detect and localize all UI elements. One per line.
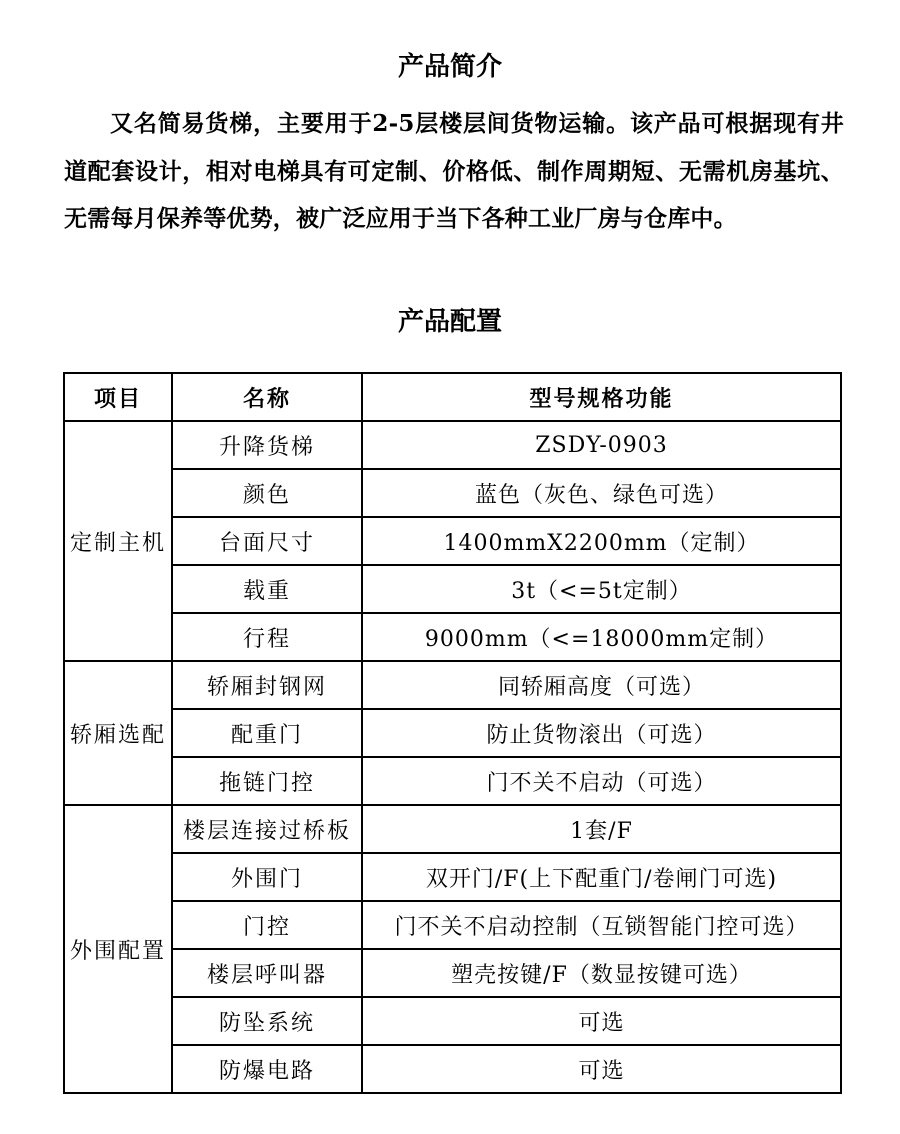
table-row [64,805,841,853]
spec-cell: 塑壳按键/F（数显按键可选） [362,949,841,997]
name-cell: 楼层连接过桥板 [172,805,362,853]
name-cell: 升降货梯 [172,421,362,469]
table-row [64,661,841,709]
header-category: 项目 [64,373,172,421]
table-row [64,421,841,469]
name-cell: 轿厢封钢网 [172,661,362,709]
table-row [64,997,841,1045]
category-cell: 定制主机 [64,421,172,661]
table-row [64,565,841,613]
name-cell: 颜色 [172,469,362,517]
spec-cell: 可选 [362,1045,841,1093]
spec-cell: 同轿厢高度（可选） [362,661,841,709]
table-row [64,613,841,661]
name-cell: 拖链门控 [172,757,362,805]
category-cell: 轿厢选配 [64,661,172,805]
spec-cell: 防止货物滚出（可选） [362,709,841,757]
name-cell: 门控 [172,901,362,949]
spec-cell: 双开门/F(上下配重门/卷闸门可选) [362,853,841,901]
name-cell: 配重门 [172,709,362,757]
name-cell: 载重 [172,565,362,613]
spec-cell: 3t（<=5t定制） [362,565,841,613]
table-header-row [64,373,841,421]
name-cell: 楼层呼叫器 [172,949,362,997]
spec-cell: ZSDY-0903 [362,421,841,469]
spec-cell: 可选 [362,997,841,1045]
table-row [64,757,841,805]
category-cell: 外围配置 [64,805,172,1093]
spec-cell: 1套/F [362,805,841,853]
table-row [64,949,841,997]
name-cell: 防坠系统 [172,997,362,1045]
spec-cell: 1400mmX2200mm（定制） [362,517,841,565]
name-cell: 行程 [172,613,362,661]
table-row [64,901,841,949]
table-row [64,469,841,517]
intro-title: 产品简介 [397,52,502,82]
table-row [64,517,841,565]
table-row [64,853,841,901]
spec-cell: 9000mm（<=18000mm定制） [362,613,841,661]
header-spec: 型号规格功能 [362,373,841,421]
name-cell: 防爆电路 [172,1045,362,1093]
config-table [63,372,842,1094]
intro-paragraph: 又名简易货梯，主要用于2-5层楼层间货物运输。该产品可根据现有井道配套设计，相对电梯具有可定制、价格低、制作周期短、无需机房基坑、无需每月保养等优势，被广泛应用于当下各种工业厂房与仓库中。 [64,110,844,232]
config-title: 产品配置 [397,307,502,337]
spec-cell: 蓝色（灰色、绿色可选） [362,469,841,517]
table-row [64,709,841,757]
spec-cell: 门不关不启动（可选） [362,757,841,805]
table-row [64,1045,841,1093]
spec-cell: 门不关不启动控制（互锁智能门控可选） [362,901,841,949]
name-cell: 台面尺寸 [172,517,362,565]
name-cell: 外围门 [172,853,362,901]
header-name: 名称 [172,373,362,421]
